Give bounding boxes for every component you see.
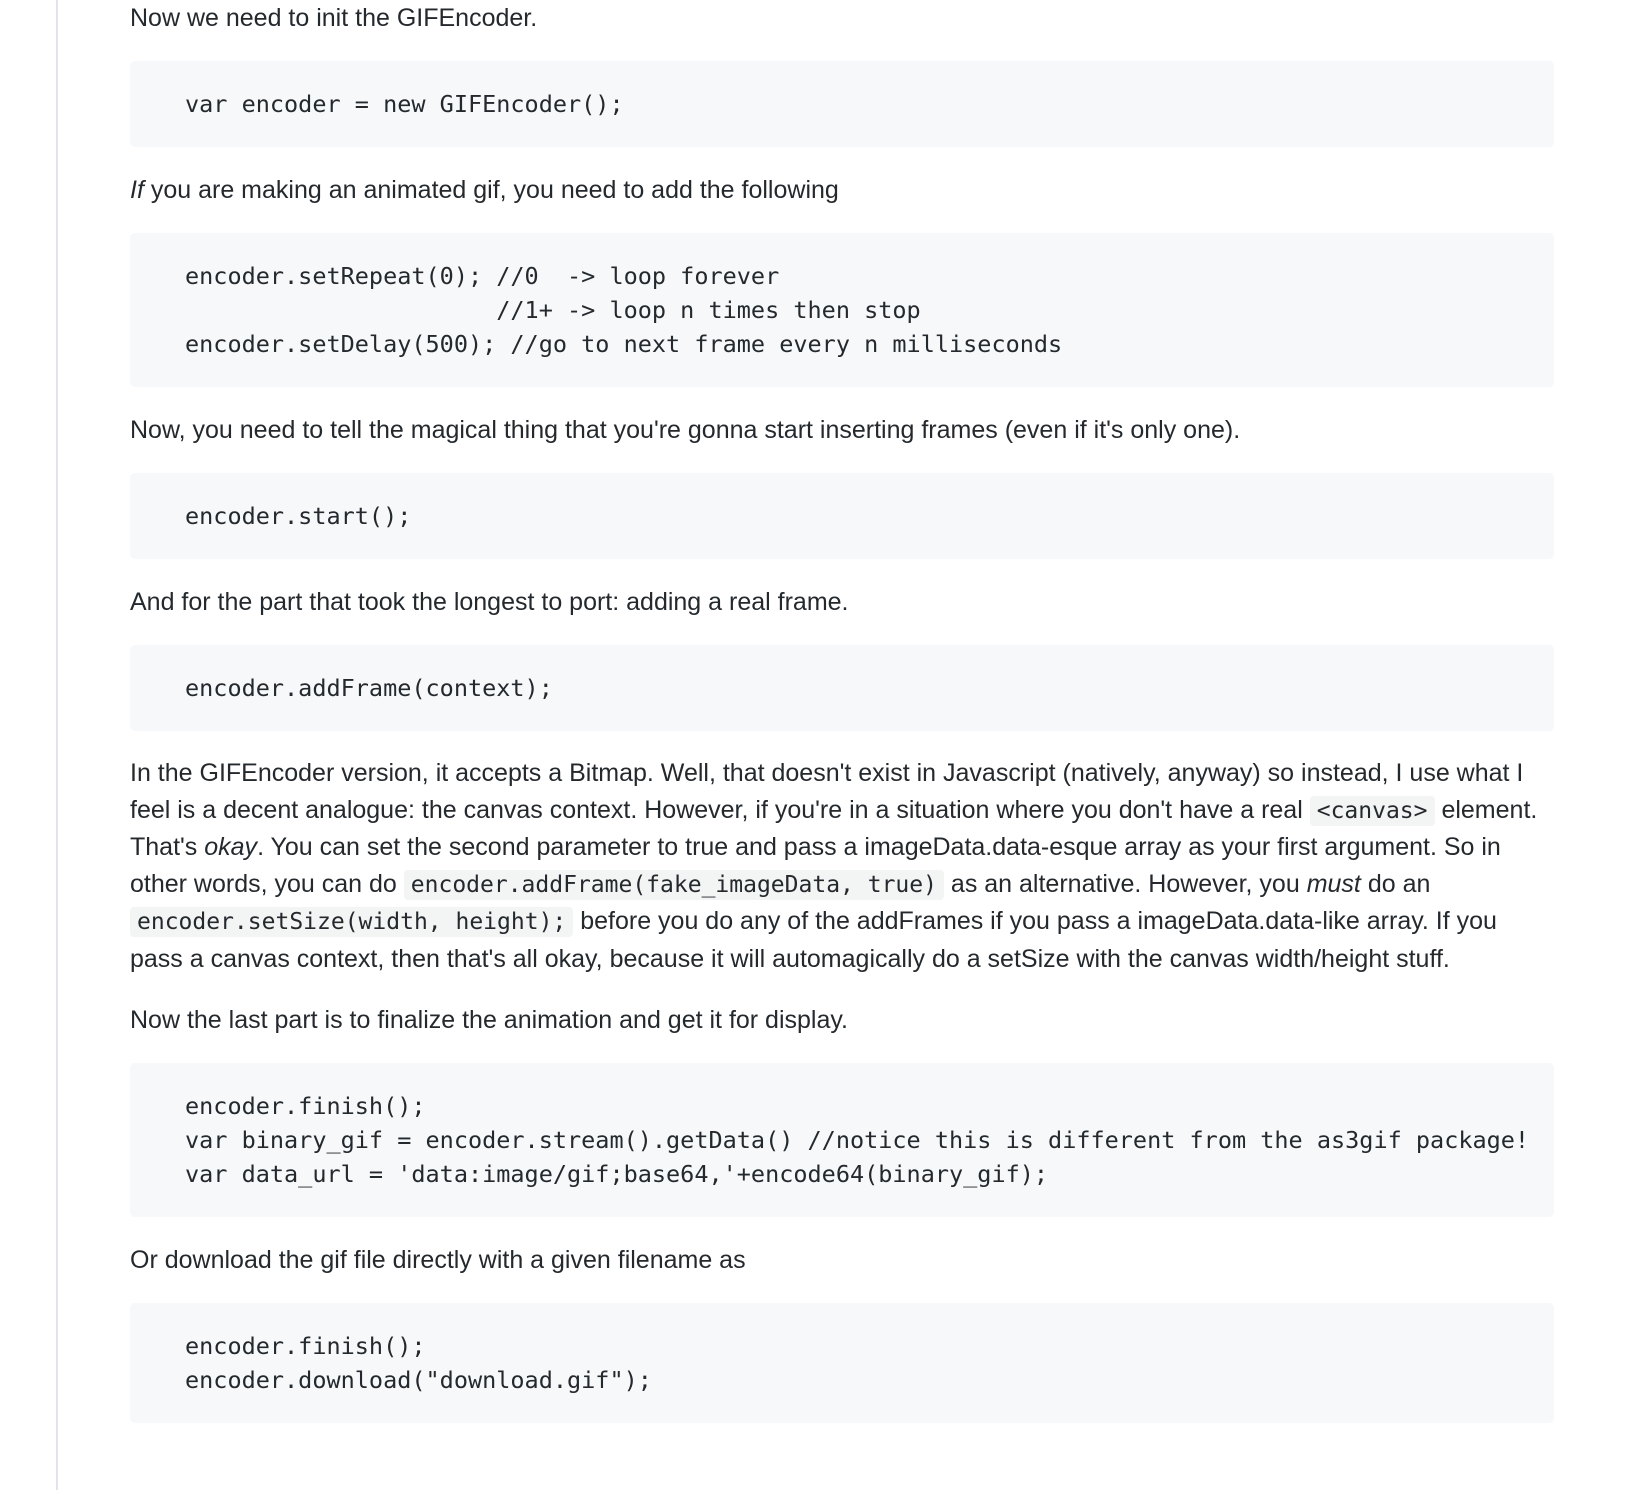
addframe-intro-paragraph: And for the part that took the longest to port: adding a real frame. [130,588,849,616]
bitmap-text-5: do an [1360,869,1431,898]
start-paragraph: Now, you need to tell the magical thing that you're gonna start inserting frames (even if it's only one). [130,416,1241,444]
emphasis-okay: okay [204,833,258,861]
code-block-start: encoder.start(); [130,473,1554,559]
bitmap-text-6: before you do any of the addFrames if you pass a imageData.data-like array. If you pass a canvas context, then that's all okay, because it will automagically do a setSize with the canvas width/height stuff. [130,907,1497,973]
animated-paragraph [130,171,1554,209]
inline-code-addframe-fake: encoder.addFrame(fake_imageData, true) [404,870,944,900]
finalize-paragraph: Now the last part is to finalize the animation and get it for display. [130,1006,848,1034]
readme-content [130,0,1554,1423]
bitmap-text-1: In the GIFEncoder version, it accepts a Bitmap. Well, that doesn't exist in Javascript (natively, anyway) so instead, I use what I feel is a decent analogue: the canvas context. However, if you're in a situation where you don't have a real [130,759,1524,824]
code-block-download: encoder.finish(); encoder.download("download.gif"); [130,1303,1554,1423]
bitmap-text-3: . You can set the second parameter to true and pass a imageData.data-esque array as your first argument. So in other words, you can do [130,833,1501,898]
animated-text: you are making an animated gif, you need to add the following [143,176,839,204]
code-block-repeat-delay: encoder.setRepeat(0); //0 -> loop forever //1+ -> loop n times then stop encoder.setDelay(500); //go to next frame every n milliseconds [130,233,1554,387]
inline-code-setsize: encoder.setSize(width, height); [130,907,573,937]
content-left-border [56,0,58,1490]
inline-code-canvas: <canvas> [1310,796,1435,826]
bitmap-text-4: as an alternative. However, you [943,869,1307,898]
bitmap-paragraph [130,755,1554,977]
intro-paragraph: Now we need to init the GIFEncoder. [130,4,538,32]
bitmap-text-2: element. That's [130,795,1538,861]
download-paragraph: Or download the gif file directly with a given filename as [130,1246,746,1274]
code-block-init: var encoder = new GIFEncoder(); [130,61,1554,147]
code-block-addframe: encoder.addFrame(context); [130,645,1554,731]
code-block-finish: encoder.finish(); var binary_gif = encoder.stream().getData() //notice this is different from the as3gif package! var data_url = 'data:image/gif;base64,'+encode64(binary_gif); [130,1063,1554,1217]
emphasis-if: If [130,176,144,204]
emphasis-must: must [1306,869,1361,898]
